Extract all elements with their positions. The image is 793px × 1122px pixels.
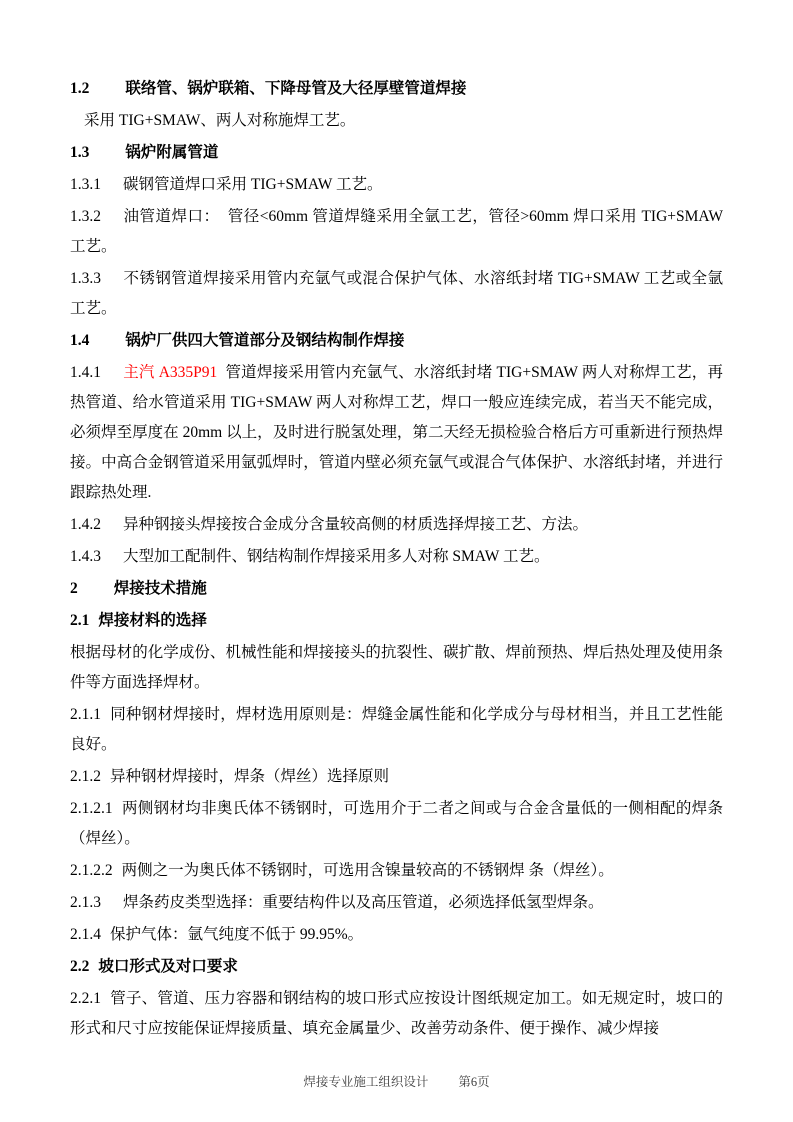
heading-2-1 — [70, 606, 723, 636]
section-number: 1.2 — [70, 80, 90, 97]
clause-number: 1.3.3 — [70, 270, 101, 287]
paragraph-text: 同种钢材焊接时，焊材选用原则是：焊缝金属性能和化学成分与母材相当，并且工艺性能良好。 — [70, 706, 723, 753]
paragraph-text: 根据母材的化学成份、机械性能和焊接接头的抗裂性、碳扩散、焊前预热、焊后热处理及使用条件等方面选择焊材。 — [70, 644, 723, 691]
footer-page-number: 第6页 — [458, 1075, 490, 1089]
paragraph-1-2-body — [70, 106, 723, 136]
heading-1-3 — [70, 138, 723, 168]
clause-number: 1.4.1 — [70, 364, 101, 381]
paragraph-text: 管道焊接采用管内充氩气、水溶纸封堵 TIG+SMAW 两人对称焊工艺，再热管道、给水管道采用 TIG+SMAW 两人对称焊工艺，焊口一般应连续完成，若当天不能完成，必须焊至厚度在 20mm 以上，及时进行脱氢处理，第二天经无损检验合格后方可重新进行预热焊接。中高合金钢管道采用氩弧焊时，管道内壁必须充氩气或混合气体保护、水溶纸封堵，并进行跟踪热处理. — [70, 364, 723, 501]
paragraph-2-1-2-1 — [70, 794, 723, 854]
paragraph-text: 焊条药皮类型选择：重要结构件以及高压管道，必须选择低氢型焊条。 — [123, 894, 604, 911]
heading-1-4 — [70, 326, 723, 356]
paragraph-1-4-2 — [70, 510, 723, 540]
section-number: 2 — [70, 580, 78, 597]
section-number: 1.3 — [70, 144, 90, 161]
clause-number: 2.1.3 — [70, 894, 101, 911]
page-footer — [0, 1072, 793, 1090]
clause-number: 1.4.3 — [70, 548, 101, 565]
paragraph-2-1-intro — [70, 638, 723, 698]
paragraph-text: 大型加工配制件、钢结构制作焊接采用多人对称 SMAW 工艺。 — [123, 548, 550, 565]
heading-2-2 — [70, 952, 723, 982]
section-title: 焊接材料的选择 — [98, 612, 207, 629]
paragraph-1-3-2 — [70, 202, 723, 262]
paragraph-1-4-3 — [70, 542, 723, 572]
section-title: 锅炉厂供四大管道部分及钢结构制作焊接 — [125, 332, 405, 349]
highlighted-material-spec: 主汽 A335P91 — [123, 364, 218, 381]
section-title: 焊接技术措施 — [113, 580, 207, 597]
paragraph-2-1-3 — [70, 888, 723, 918]
paragraph-text: 保护气体：氩气纯度不低于 99.95%。 — [110, 926, 364, 943]
section-number: 2.1 — [70, 612, 90, 629]
clause-number: 2.1.2 — [70, 768, 101, 785]
document-content — [70, 74, 723, 1046]
paragraph-text: 采用 TIG+SMAW、两人对称施焊工艺。 — [84, 112, 356, 129]
section-title: 坡口形式及对口要求 — [98, 958, 238, 975]
paragraph-2-1-2-2 — [70, 856, 723, 886]
paragraph-text: 油管道焊口： 管径<60mm 管道焊缝采用全氩工艺，管径>60mm 焊口采用 TIG+SMAW 工艺。 — [70, 208, 723, 255]
paragraph-1-4-1 — [70, 358, 723, 508]
paragraph-2-2-1 — [70, 984, 723, 1044]
paragraph-text: 碳钢管道焊口采用 TIG+SMAW 工艺。 — [123, 176, 383, 193]
paragraph-1-3-3 — [70, 264, 723, 324]
paragraph-text: 异种钢接头焊接按合金成分含量较高侧的材质选择焊接工艺、方法。 — [123, 516, 589, 533]
paragraph-text: 两侧钢材均非奥氏体不锈钢时，可选用介于二者之间或与合金含量低的一侧相配的焊条（焊丝）。 — [70, 800, 723, 847]
section-title: 锅炉附属管道 — [125, 144, 219, 161]
section-number: 1.4 — [70, 332, 90, 349]
clause-number: 2.2.1 — [70, 990, 101, 1007]
clause-number: 2.1.4 — [70, 926, 101, 943]
paragraph-text: 两侧之一为奥氏体不锈钢时，可选用含镍量较高的不锈钢焊 条（焊丝）。 — [121, 862, 614, 879]
paragraph-text: 管子、管道、压力容器和钢结构的坡口形式应按设计图纸规定加工。如无规定时，坡口的形式和尺寸应按能保证焊接质量、填充金属量少、改善劳动条件、便于操作、减少焊接 — [70, 990, 723, 1037]
section-title: 联络管、锅炉联箱、下降母管及大径厚壁管道焊接 — [125, 80, 467, 97]
heading-2 — [70, 574, 723, 604]
clause-number: 2.1.2.2 — [70, 862, 113, 879]
clause-number: 2.1.1 — [70, 706, 101, 723]
paragraph-2-1-4 — [70, 920, 723, 950]
clause-number: 1.4.2 — [70, 516, 101, 533]
clause-number: 1.3.2 — [70, 208, 101, 225]
clause-number: 1.3.1 — [70, 176, 101, 193]
paragraph-2-1-1 — [70, 700, 723, 760]
footer-document-title: 焊接专业施工组织设计 — [303, 1075, 429, 1089]
paragraph-1-3-1 — [70, 170, 723, 200]
paragraph-text: 不锈钢管道焊接采用管内充氩气或混合保护气体、水溶纸封堵 TIG+SMAW 工艺或全氩工艺。 — [70, 270, 723, 317]
clause-number: 2.1.2.1 — [70, 800, 113, 817]
heading-1-2 — [70, 74, 723, 104]
section-number: 2.2 — [70, 958, 90, 975]
paragraph-2-1-2 — [70, 762, 723, 792]
paragraph-text: 异种钢材焊接时，焊条（焊丝）选择原则 — [110, 768, 390, 785]
